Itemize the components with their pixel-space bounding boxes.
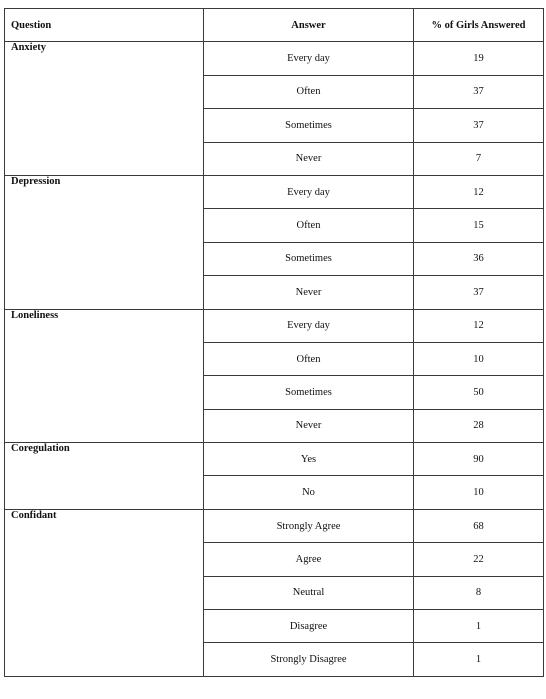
percent-cell: 37	[414, 75, 544, 108]
percent-cell: 12	[414, 175, 544, 208]
question-cell: Anxiety	[5, 42, 204, 176]
percent-cell: 15	[414, 209, 544, 242]
percent-cell: 36	[414, 242, 544, 275]
table-body	[5, 42, 544, 676]
percent-cell: 68	[414, 509, 544, 542]
percent-cell: 1	[414, 643, 544, 676]
table-row	[5, 509, 544, 542]
answer-cell: Strongly Agree	[204, 509, 414, 542]
answer-cell: Sometimes	[204, 109, 414, 142]
answer-cell: No	[204, 476, 414, 509]
answer-cell: Every day	[204, 175, 414, 208]
question-cell: Confidant	[5, 509, 204, 676]
answer-cell: Disagree	[204, 610, 414, 643]
answer-cell: Agree	[204, 543, 414, 576]
percent-cell: 50	[414, 376, 544, 409]
answer-cell: Often	[204, 75, 414, 108]
answer-cell: Strongly Disagree	[204, 643, 414, 676]
percent-cell: 37	[414, 276, 544, 309]
percent-cell: 22	[414, 543, 544, 576]
answer-cell: Sometimes	[204, 376, 414, 409]
question-cell: Loneliness	[5, 309, 204, 443]
header-percent: % of Girls Answered	[414, 9, 544, 42]
answer-cell: Often	[204, 209, 414, 242]
percent-cell: 7	[414, 142, 544, 175]
header-answer: Answer	[204, 9, 414, 42]
percent-cell: 8	[414, 576, 544, 609]
percent-cell: 10	[414, 476, 544, 509]
answer-cell: Never	[204, 276, 414, 309]
answer-cell: Often	[204, 342, 414, 375]
table-header-row	[5, 9, 544, 42]
percent-cell: 1	[414, 610, 544, 643]
answer-cell: Yes	[204, 443, 414, 476]
percent-cell: 10	[414, 342, 544, 375]
table-row	[5, 42, 544, 75]
answer-cell: Never	[204, 409, 414, 442]
percent-cell: 37	[414, 109, 544, 142]
question-cell: Depression	[5, 175, 204, 309]
table-row	[5, 309, 544, 342]
survey-results-table	[4, 8, 544, 677]
percent-cell: 28	[414, 409, 544, 442]
table-row	[5, 175, 544, 208]
answer-cell: Never	[204, 142, 414, 175]
table-row	[5, 443, 544, 476]
question-cell: Coregulation	[5, 443, 204, 510]
answer-cell: Neutral	[204, 576, 414, 609]
answer-cell: Every day	[204, 42, 414, 75]
header-question: Question	[5, 9, 204, 42]
percent-cell: 90	[414, 443, 544, 476]
answer-cell: Sometimes	[204, 242, 414, 275]
answer-cell: Every day	[204, 309, 414, 342]
percent-cell: 12	[414, 309, 544, 342]
percent-cell: 19	[414, 42, 544, 75]
